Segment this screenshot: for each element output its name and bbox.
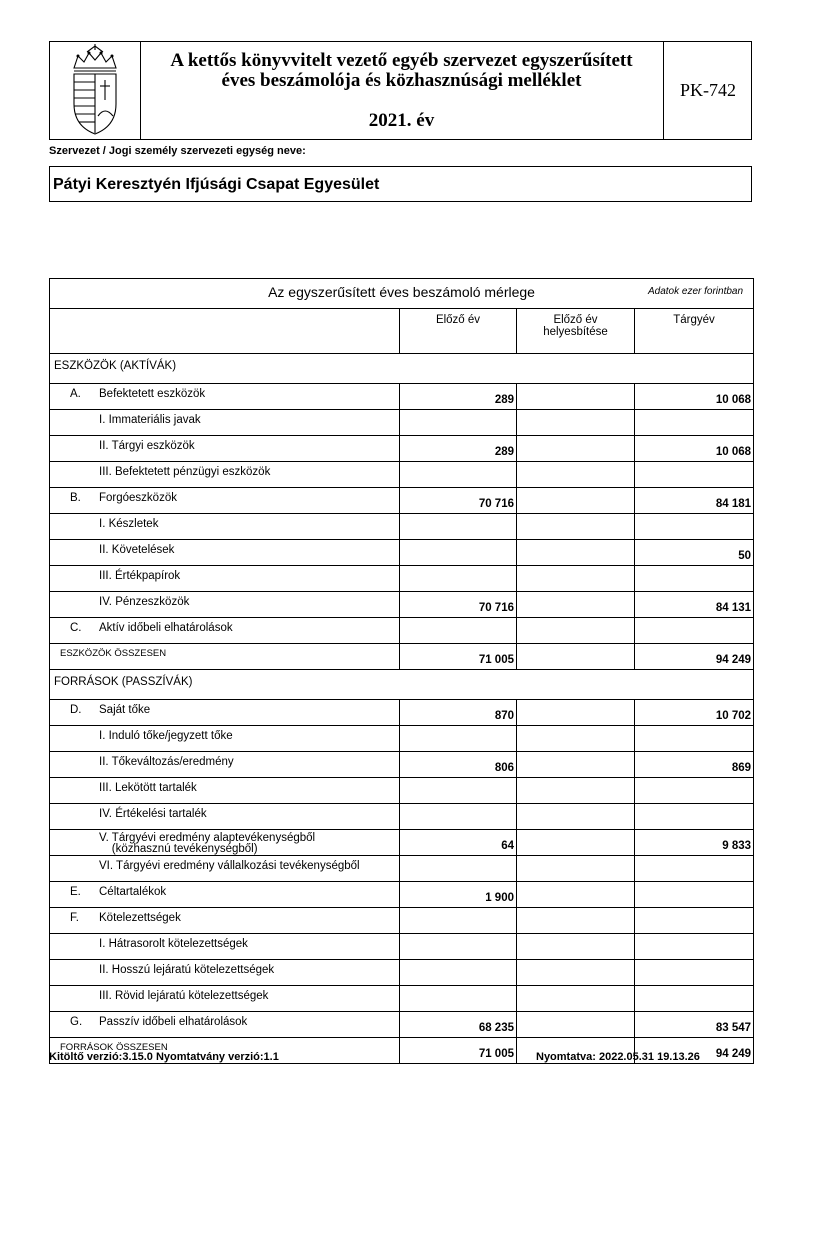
table-row (50, 830, 754, 856)
row-letter: C. (70, 622, 82, 634)
table-row (50, 540, 754, 566)
row-label-cell (50, 804, 400, 830)
total-current: 94 249 (635, 1038, 754, 1064)
table-row (50, 986, 754, 1012)
table-row (50, 908, 754, 934)
total-label-cell (50, 644, 400, 670)
row-label: I. Hátrasorolt kötelezettségek (99, 938, 248, 950)
row-label-cell (50, 540, 400, 566)
table-row (50, 960, 754, 986)
row-label-cell (50, 592, 400, 618)
row-label: IV. Pénzeszközök (99, 596, 190, 608)
row-label: III. Lekötött tartalék (99, 782, 197, 794)
row-label (99, 833, 315, 855)
table-row (50, 778, 754, 804)
value-prev (400, 618, 517, 644)
value-prev: 289 (400, 384, 517, 410)
row-label-cell (50, 566, 400, 592)
total-prev: 71 005 (400, 644, 517, 670)
value-prev (400, 934, 517, 960)
org-label: Szervezet / Jogi személy szervezeti egység neve: (49, 145, 306, 157)
table-row (50, 462, 754, 488)
form-code: PK-742 (663, 42, 752, 139)
liabilities-section-header: FORRÁSOK (PASSZÍVÁK) (50, 670, 754, 700)
value-current (635, 960, 754, 986)
table-row (50, 1012, 754, 1038)
value-correction (517, 540, 635, 566)
value-correction (517, 462, 635, 488)
value-current (635, 726, 754, 752)
col-header-current: Tárgyév (635, 309, 754, 354)
value-prev (400, 462, 517, 488)
row-letter: D. (70, 704, 82, 716)
table-row (50, 700, 754, 726)
row-label-line2: (közhasznú tevékenységből) (111, 843, 258, 855)
row-label-cell (50, 436, 400, 462)
table-row (50, 752, 754, 778)
value-correction (517, 384, 635, 410)
value-correction (517, 488, 635, 514)
row-label: Céltartalékok (99, 886, 167, 898)
value-correction (517, 804, 635, 830)
value-correction (517, 514, 635, 540)
form-header (49, 41, 752, 140)
value-correction (517, 436, 635, 462)
row-label-cell (50, 410, 400, 436)
row-label-cell (50, 462, 400, 488)
row-letter: B. (70, 492, 81, 504)
assets-total-row (50, 644, 754, 670)
row-label-cell (50, 618, 400, 644)
value-correction (517, 986, 635, 1012)
total-prev: 71 005 (400, 1038, 517, 1064)
title-line-2: éves beszámolója és közhasznúsági melléklet (221, 70, 582, 91)
row-label: I. Immateriális javak (99, 414, 201, 426)
value-correction (517, 830, 635, 856)
table-row (50, 592, 754, 618)
row-letter: E. (70, 886, 81, 898)
value-current: 83 547 (635, 1012, 754, 1038)
row-label-cell (50, 384, 400, 410)
table-row (50, 384, 754, 410)
table-title-text: Az egyszerűsített éves beszámoló mérlege (268, 284, 535, 300)
value-prev (400, 908, 517, 934)
unit-note: Adatok ezer forintban (647, 286, 744, 297)
value-current (635, 566, 754, 592)
value-correction (517, 960, 635, 986)
value-correction (517, 934, 635, 960)
value-current (635, 856, 754, 882)
value-correction (517, 618, 635, 644)
value-correction (517, 1012, 635, 1038)
value-prev (400, 960, 517, 986)
value-current: 84 181 (635, 488, 754, 514)
value-prev (400, 540, 517, 566)
row-label: II. Hosszú lejáratú kötelezettségek (99, 964, 275, 976)
table-row (50, 436, 754, 462)
row-label-cell (50, 934, 400, 960)
value-correction (517, 856, 635, 882)
row-label: III. Értékpapírok (99, 570, 181, 582)
row-label: II. Tőkeváltozás/eredmény (99, 756, 234, 768)
row-label-cell (50, 882, 400, 908)
value-current (635, 934, 754, 960)
value-current (635, 986, 754, 1012)
row-label: Kötelezettségek (99, 912, 181, 924)
value-prev: 68 235 (400, 1012, 517, 1038)
row-label: VI. Tárgyévi eredmény vállalkozási tevékenységből (99, 860, 360, 872)
value-prev (400, 410, 517, 436)
total-correction (517, 644, 635, 670)
value-prev: 289 (400, 436, 517, 462)
value-current (635, 778, 754, 804)
row-label-cell (50, 752, 400, 778)
value-current (635, 618, 754, 644)
row-letter: F. (70, 912, 79, 924)
value-correction (517, 592, 635, 618)
table-row (50, 804, 754, 830)
value-current: 84 131 (635, 592, 754, 618)
value-correction (517, 726, 635, 752)
table-row (50, 934, 754, 960)
value-correction (517, 882, 635, 908)
row-label-cell (50, 726, 400, 752)
row-label: II. Tárgyi eszközök (99, 440, 195, 452)
version-info: Kitöltő verzió:3.15.0 Nyomtatvány verzió:1.1 (49, 1051, 279, 1063)
row-label-cell (50, 908, 400, 934)
row-label: I. Készletek (99, 518, 159, 530)
row-label-cell (50, 514, 400, 540)
total-current: 94 249 (635, 644, 754, 670)
row-label-cell (50, 488, 400, 514)
value-current: 10 068 (635, 384, 754, 410)
table-row (50, 566, 754, 592)
value-prev (400, 804, 517, 830)
row-label-cell (50, 960, 400, 986)
value-current (635, 882, 754, 908)
value-prev (400, 986, 517, 1012)
row-letter: A. (70, 388, 81, 400)
report-year: 2021. év (368, 110, 435, 131)
row-label-cell (50, 830, 400, 856)
value-current (635, 462, 754, 488)
table-row (50, 488, 754, 514)
value-prev (400, 856, 517, 882)
value-prev: 64 (400, 830, 517, 856)
total-label: FORRÁSOK ÖSSZESEN (60, 1042, 168, 1053)
value-prev: 70 716 (400, 488, 517, 514)
col-header-correction (517, 309, 635, 354)
value-correction (517, 700, 635, 726)
value-prev: 870 (400, 700, 517, 726)
form-title (140, 42, 663, 139)
table-row (50, 856, 754, 882)
row-label: III. Rövid lejáratú kötelezettségek (99, 990, 269, 1002)
assets-section-header: ESZKÖZÖK (AKTÍVÁK) (50, 354, 754, 384)
row-label-cell (50, 700, 400, 726)
value-prev: 1 900 (400, 882, 517, 908)
row-label: Forgóeszközök (99, 492, 177, 504)
balance-sheet-table (49, 278, 754, 1064)
value-prev (400, 566, 517, 592)
row-label-cell (50, 778, 400, 804)
row-label: Befektetett eszközök (99, 388, 206, 400)
row-label: Saját tőke (99, 704, 151, 716)
value-correction (517, 410, 635, 436)
value-prev (400, 514, 517, 540)
value-current: 50 (635, 540, 754, 566)
table-row (50, 410, 754, 436)
table-row (50, 618, 754, 644)
value-current: 10 702 (635, 700, 754, 726)
row-label-line1: V. Tárgyévi eredmény alaptevékenységből (99, 832, 316, 844)
table-title (50, 279, 754, 309)
table-row (50, 726, 754, 752)
print-timestamp: Nyomtatva: 2022.05.31 19.13.26 (536, 1051, 700, 1063)
row-label-cell (50, 856, 400, 882)
value-prev: 806 (400, 752, 517, 778)
row-label-cell (50, 1012, 400, 1038)
value-current: 869 (635, 752, 754, 778)
col-header-correction-text: Előző év helyesbítése (543, 314, 608, 338)
value-current: 10 068 (635, 436, 754, 462)
row-label: II. Követelések (99, 544, 175, 556)
org-name-field: Pátyi Keresztyén Ifjúsági Csapat Egyesület (49, 166, 752, 202)
value-current (635, 410, 754, 436)
total-label: ESZKÖZÖK ÖSSZESEN (60, 648, 167, 659)
value-correction (517, 566, 635, 592)
value-correction (517, 778, 635, 804)
value-current (635, 908, 754, 934)
title-line-1: A kettős könyvvitelt vezető egyéb szervezet egyszerűsített (170, 50, 633, 71)
row-letter: G. (70, 1016, 83, 1028)
coat-of-arms-icon (50, 42, 141, 139)
table-row (50, 882, 754, 908)
row-label: III. Befektetett pénzügyi eszközök (99, 466, 271, 478)
row-label: Aktív időbeli elhatárolások (99, 622, 233, 634)
value-current: 9 833 (635, 830, 754, 856)
row-label: IV. Értékelési tartalék (99, 808, 207, 820)
value-correction (517, 752, 635, 778)
row-label: I. Induló tőke/jegyzett tőke (99, 730, 233, 742)
row-label-cell (50, 986, 400, 1012)
row-label: Passzív időbeli elhatárolások (99, 1016, 248, 1028)
value-current (635, 804, 754, 830)
value-prev: 70 716 (400, 592, 517, 618)
col-header-prev: Előző év (400, 309, 517, 354)
value-prev (400, 726, 517, 752)
value-correction (517, 908, 635, 934)
header-blank (50, 309, 400, 354)
table-row (50, 514, 754, 540)
value-current (635, 514, 754, 540)
value-prev (400, 778, 517, 804)
